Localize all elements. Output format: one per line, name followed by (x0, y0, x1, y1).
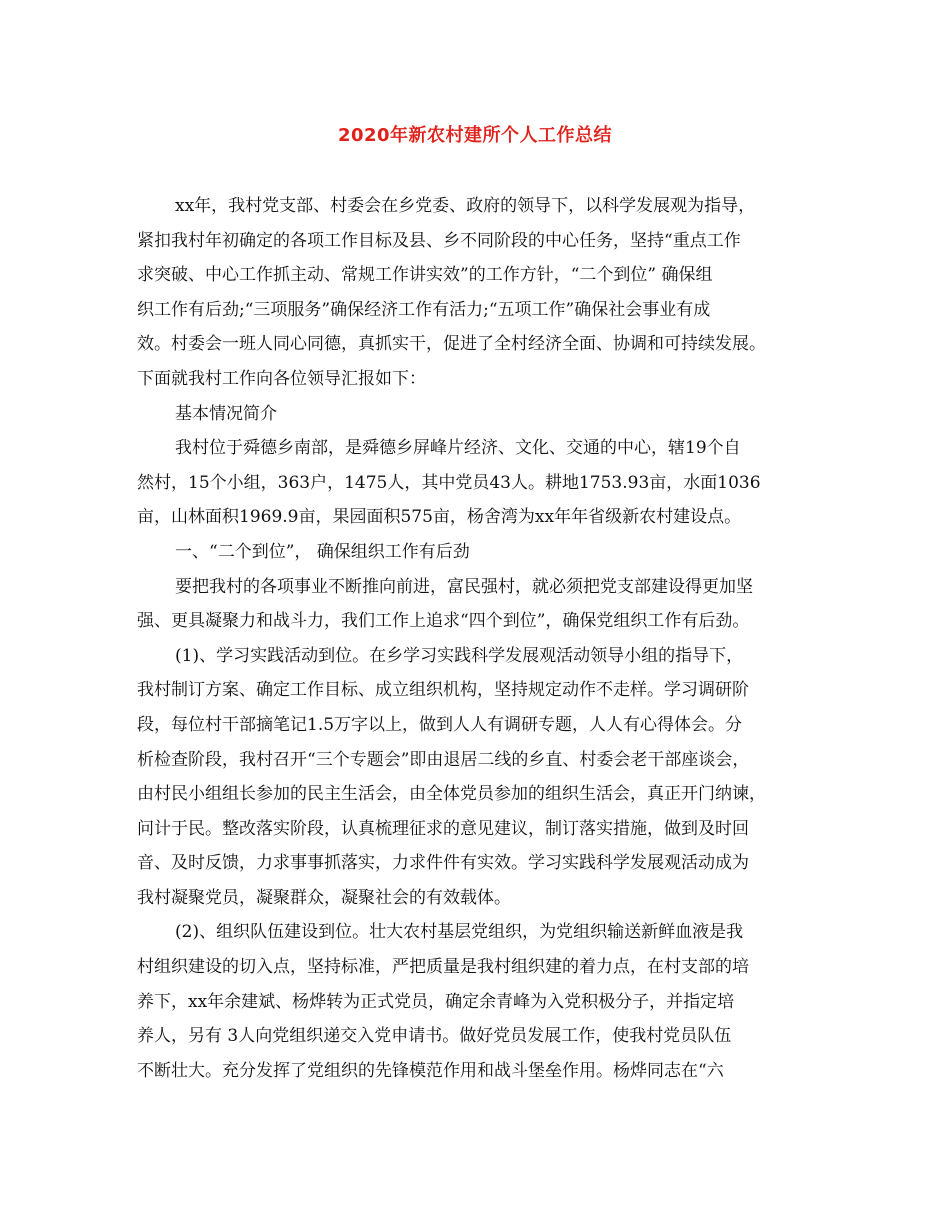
body-line: 强、更具凝聚力和战斗力，我们工作上追求“四个到位”，确保党组织工作有后劲。 (137, 611, 750, 632)
body-line: 紧扣我村年初确定的各项工作目标及县、乡不同阶段的中心任务，坚持“重点工作 (137, 230, 741, 251)
body-line: 织工作有后劲;“三项服务”确保经济工作有活力;“五项工作”确保社会事业有成 (137, 299, 711, 320)
body-line: 问计于民。整改落实阶段，认真梳理征求的意见建议，制订落实措施，做到及时回 (137, 818, 749, 839)
body-line: 一、“二个到位”， 确保组织工作有后劲 (175, 541, 470, 562)
body-line: 音、及时反馈，力求事事抓落实，力求件件有实效。学习实践科学发展观活动成为 (137, 853, 749, 874)
body-line: 我村凝聚党员，凝聚群众，凝聚社会的有效载体。 (137, 887, 511, 908)
body-line: 村组织建设的切入点，坚持标准，严把质量是我村组织建的着力点，在村支部的培 (137, 957, 749, 978)
body-line: 效。村委会一班人同心同德，真抓实干，促进了全村经济全面、协调和可持续发展。 (137, 334, 766, 355)
body-line: 析检查阶段，我村召开“三个专题会”即由退居二线的乡直、村委会老干部座谈会， (137, 749, 750, 770)
page-title: 2020年新农村建所个人工作总结 (337, 125, 613, 146)
body-line: 要把我村的各项事业不断推向前进，富民强村，就必须把党支部建设得更加坚 (175, 576, 753, 597)
body-line: 不断壮大。充分发挥了党组织的先锋模范作用和战斗堡垒作用。杨烨同志在“六 (137, 1060, 724, 1081)
body-line: 养下，xx年余建斌、杨烨转为正式党员，确定余青峰为入党积极分子，并指定培 (137, 991, 735, 1012)
body-line: 养人，另有 3人向党组织递交入党申请书。做好党员发展工作，使我村党员队伍 (137, 1026, 732, 1047)
body-line: 基本情况简介 (175, 403, 277, 424)
body-line: 我村制订方案、确定工作目标、成立组织机构，坚持规定动作不走样。学习调研阶 (137, 680, 749, 701)
body-line: (1)、学习实践活动到位。在乡学习实践科学发展观活动领导小组的指导下， (175, 645, 744, 666)
body-line: 由村民小组组长参加的民主生活会，由全体党员参加的组织生活会，真正开门纳谏， (137, 784, 766, 805)
body-line: 求突破、中心工作抓主动、常规工作讲实效”的工作方针，“二个到位” 确保组 (137, 265, 713, 286)
body-line: 段，每位村干部摘笔记1.5万字以上，做到人人有调研专题，人人有心得体会。分 (137, 714, 743, 735)
body-line: xx年，我村党支部、村委会在乡党委、政府的领导下，以科学发展观为指导， (175, 196, 756, 216)
body-line: 然村，15个小组，363户，1475人，其中党员43人。耕地1753.93亩，水面1036 (137, 472, 761, 493)
body-line: 亩，山林面积1969.9亩，果园面积575亩，杨舍湾为xx年年省级新农村建设点。 (137, 507, 742, 528)
body-line: 下面就我村工作向各位领导汇报如下： (137, 368, 426, 389)
document-body (137, 189, 827, 1088)
body-line: (2)、组织队伍建设到位。壮大农村基层党组织，为党组织输送新鲜血液是我 (175, 922, 744, 943)
body-line: 我村位于舜德乡南部，是舜德乡屏峰片经济、文化、交通的中心，辖19个自 (175, 438, 741, 459)
